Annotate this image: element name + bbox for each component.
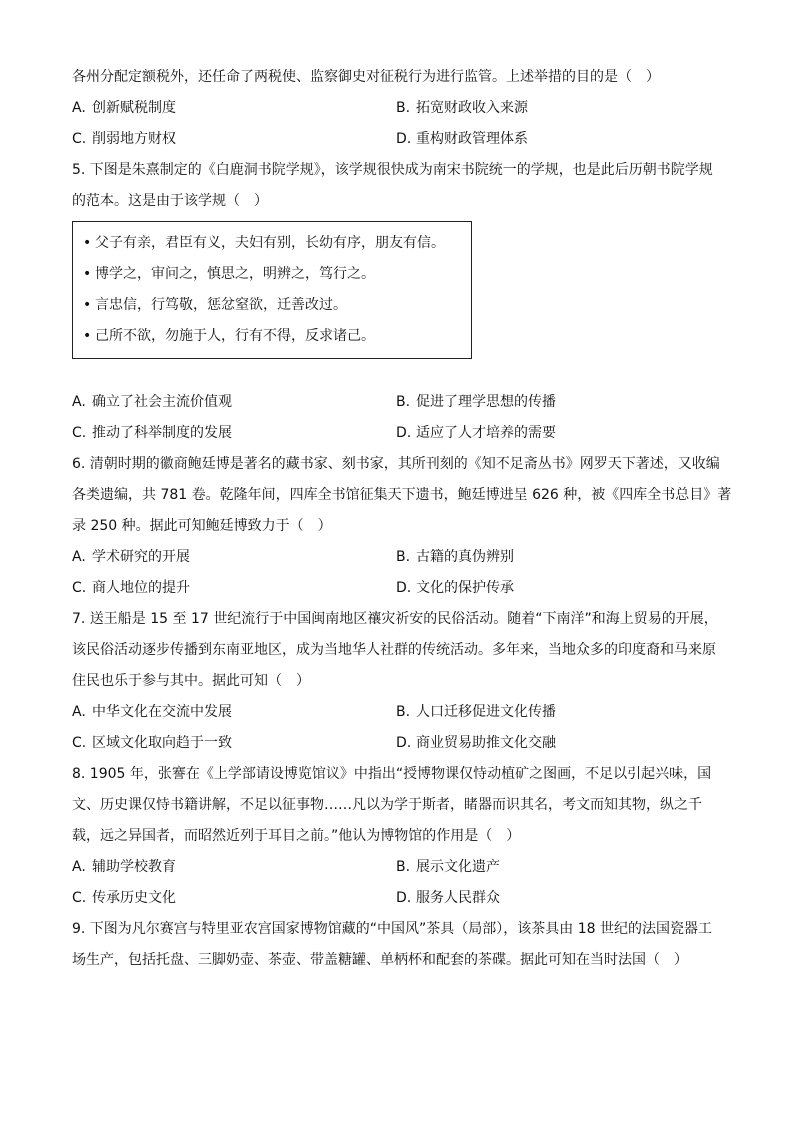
option-letter: C. [72, 425, 87, 441]
option-row [72, 573, 732, 604]
question-stem-line: 8. 1905 年，张謇在《上学部请设博览馆议》中指出“授博物课仅恃动植矿之图画，不足以引起兴味，国 [72, 766, 712, 782]
option-a[interactable] [72, 93, 396, 124]
option-text: 中华文化在交流中发展 [92, 704, 232, 720]
option-row [72, 124, 732, 155]
exam-page [72, 62, 732, 976]
option-text: 服务人民群众 [416, 890, 500, 906]
question-stem-line: 9. 下图为凡尔赛宫与特里亚农宫国家博物馆藏的“中国风”茶具（局部），该茶具由 18 世纪的法国瓷器工 [72, 921, 713, 937]
option-b[interactable] [396, 697, 720, 728]
option-b[interactable] [396, 852, 720, 883]
option-text: 确立了社会主流价值观 [92, 394, 232, 410]
question-4 [72, 62, 732, 155]
option-text: 展示文化遗产 [416, 859, 500, 875]
option-letter: D. [396, 580, 412, 596]
option-row [72, 728, 732, 759]
question-stem-line: 6. 清朝时期的徽商鲍廷博是著名的藏书家、刻书家，其所刊刻的《知不足斋丛书》网罗天下著述，又收编 [72, 456, 720, 472]
option-d[interactable] [396, 418, 720, 449]
option-c[interactable] [72, 418, 396, 449]
option-row [72, 93, 732, 124]
bullet-icon: • [83, 266, 92, 282]
option-a[interactable] [72, 852, 396, 883]
option-d[interactable] [396, 124, 720, 155]
question-stem-line: 5. 下图是朱熹制定的《白鹿洞书院学规》，该学规很快成为南宋书院统一的学规，也是此后历朝书院学规 [72, 162, 713, 178]
option-text: 传承历史文化 [92, 890, 176, 906]
option-text: 拓宽财政收入来源 [416, 100, 528, 116]
option-letter: A. [72, 704, 86, 720]
option-text: 推动了科举制度的发展 [92, 425, 232, 441]
option-text: 促进了理学思想的传播 [416, 394, 556, 410]
option-d[interactable] [396, 883, 720, 914]
option-letter: C. [72, 890, 87, 906]
rule-item [73, 321, 471, 352]
option-letter: A. [72, 859, 86, 875]
option-letter: B. [396, 394, 411, 410]
option-text: 人口迁移促进文化传播 [416, 704, 556, 720]
option-text: 辅助学校教育 [92, 859, 176, 875]
question-stem-line: 住民也乐于参与其中。据此可知（ ） [72, 673, 310, 689]
option-row [72, 697, 732, 728]
rule-text: 言忠信，行笃敬，惩忿窒欲，迁善改过。 [95, 297, 347, 313]
question-stem-line: 各州分配定额税外，还任命了两税使、监察御史对征税行为进行监管。上述举措的目的是（ ） [72, 69, 660, 85]
question-stem-line: 载，远之异国者，而昭然近列于耳目之前。”他认为博物馆的作用是（ ） [72, 828, 521, 844]
rule-text: 博学之，审问之，慎思之，明辨之，笃行之。 [95, 266, 375, 282]
option-row [72, 542, 732, 573]
option-letter: B. [396, 859, 411, 875]
rule-text: 己所不欲，勿施于人，行有不得，反求诸己。 [95, 328, 375, 344]
question-8 [72, 759, 732, 914]
option-c[interactable] [72, 573, 396, 604]
question-stem-line: 各类遗编，共 781 卷。乾隆年间，四库全书馆征集天下遗书，鲍廷博进呈 626 种，被《四库全书总目》著 [72, 487, 732, 503]
option-letter: D. [396, 425, 412, 441]
question-stem-line: 的范本。这是由于该学规（ ） [72, 193, 268, 209]
option-letter: B. [396, 549, 411, 565]
option-row [72, 852, 732, 883]
option-text: 重构财政管理体系 [416, 131, 528, 147]
option-letter: A. [72, 100, 86, 116]
option-a[interactable] [72, 542, 396, 573]
option-c[interactable] [72, 728, 396, 759]
option-b[interactable] [396, 387, 720, 418]
option-d[interactable] [396, 573, 720, 604]
option-row [72, 883, 732, 914]
option-text: 区域文化取向趋于一致 [92, 735, 232, 751]
option-letter: C. [72, 580, 87, 596]
option-a[interactable] [72, 387, 396, 418]
option-letter: C. [72, 735, 87, 751]
option-letter: D. [396, 131, 412, 147]
option-row [72, 418, 732, 449]
option-text: 适应了人才培养的需要 [416, 425, 556, 441]
rule-text: 父子有亲，君臣有义，夫妇有别，长幼有序，朋友有信。 [95, 235, 445, 251]
option-letter: B. [396, 100, 411, 116]
option-letter: D. [396, 890, 412, 906]
question-6 [72, 449, 732, 604]
option-a[interactable] [72, 697, 396, 728]
bullet-icon: • [83, 235, 92, 251]
question-7 [72, 604, 732, 759]
option-letter: B. [396, 704, 411, 720]
option-text: 古籍的真伪辨别 [416, 549, 514, 565]
rule-item [73, 290, 471, 321]
option-c[interactable] [72, 883, 396, 914]
rule-item [73, 228, 471, 259]
bullet-icon: • [83, 328, 92, 344]
option-b[interactable] [396, 93, 720, 124]
rule-item [73, 259, 471, 290]
option-b[interactable] [396, 542, 720, 573]
option-text: 学术研究的开展 [92, 549, 190, 565]
question-stem-line: 文、历史课仅恃书籍讲解，不足以征事物……凡以为学于斯者，睹器而识其名，考文而知其物，纵之千 [72, 797, 702, 813]
question-9 [72, 914, 732, 976]
option-text: 削弱地方财权 [92, 131, 176, 147]
option-letter: C. [72, 131, 87, 147]
option-letter: D. [396, 735, 412, 751]
option-row [72, 387, 732, 418]
option-d[interactable] [396, 728, 720, 759]
option-c[interactable] [72, 124, 396, 155]
question-stem-line: 7. 送王船是 15 至 17 世纪流行于中国闽南地区禳灾祈安的民俗活动。随着“下南洋”和海上贸易的开展， [72, 611, 718, 627]
bullet-icon: • [83, 297, 92, 313]
question-stem-line: 录 250 种。据此可知鲍廷博致力于（ ） [72, 518, 332, 534]
option-text: 商业贸易助推文化交融 [416, 735, 556, 751]
option-letter: A. [72, 394, 86, 410]
option-text: 创新赋税制度 [92, 100, 176, 116]
option-text: 商人地位的提升 [92, 580, 190, 596]
option-text: 文化的保护传承 [416, 580, 514, 596]
rules-box [72, 221, 472, 359]
question-stem-line: 该民俗活动逐步传播到东南亚地区，成为当地华人社群的传统活动。多年来，当地众多的印度裔和马来原 [72, 642, 716, 658]
question-5 [72, 155, 732, 449]
option-letter: A. [72, 549, 86, 565]
question-stem-line: 场生产，包括托盘、三脚奶壶、茶壶、带盖糖罐、单柄杯和配套的茶碟。据此可知在当时法国（ ） [72, 952, 688, 968]
